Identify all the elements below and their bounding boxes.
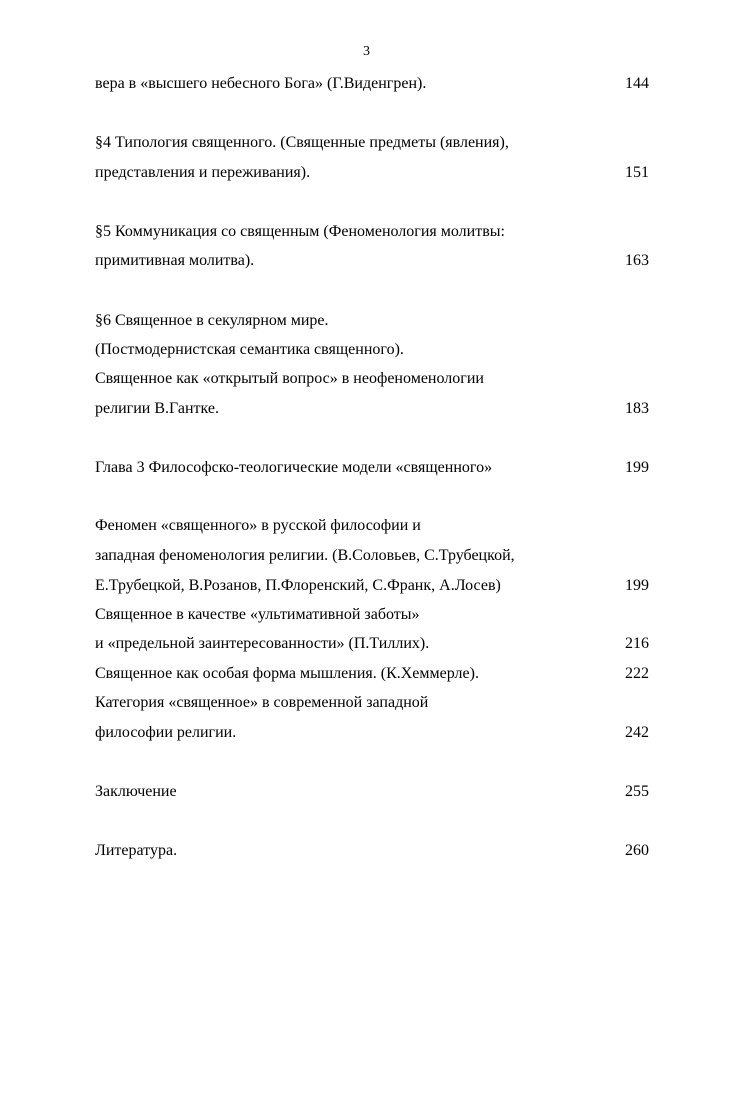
toc-entry-line: вера в «высшего небесного Бога» (Г.Виденгрен). xyxy=(95,75,427,92)
toc-entry-line: Категория «священное» в современной западной xyxy=(95,694,429,711)
toc-entry-line: западная феноменология религии. (В.Соловьев, С.Трубецкой, xyxy=(95,547,515,564)
toc-entry-line: §6 Священное в секулярном мире. xyxy=(95,312,329,329)
toc-entry-line: философии религии. xyxy=(95,724,237,741)
toc-page-number: 151 xyxy=(625,164,649,181)
toc-page-number: 255 xyxy=(625,783,649,800)
toc-entry-line: Феномен «священного» в русской философии и xyxy=(95,517,421,534)
toc-entry-line: Священное в качестве «ультимативной заботы» xyxy=(95,606,420,623)
toc-entry-line: §5 Коммуникация со священным (Феноменология молитвы: xyxy=(95,223,505,240)
toc-entry-line: и «предельной заинтересованности» (П.Тиллих). xyxy=(95,635,430,652)
toc-chapter-title: Глава 3 Философско-теологические модели «священного» xyxy=(95,459,493,476)
toc-entry-line: (Постмодернистская семантика священного). xyxy=(95,341,404,358)
page-number: 3 xyxy=(363,44,370,59)
toc-page-number: 242 xyxy=(625,724,649,741)
toc-entry-line: Священное как особая форма мышления. (К.Хеммерле). xyxy=(95,665,479,682)
toc-page-number: 260 xyxy=(625,842,649,859)
toc-entry-line: Е.Трубецкой, В.Розанов, П.Флоренский, С.Франк, А.Лосев) xyxy=(95,577,501,594)
toc-page-number: 222 xyxy=(625,665,649,682)
toc-page-number: 183 xyxy=(625,400,649,417)
toc-entry-line: представления и переживания). xyxy=(95,164,311,181)
toc-entry-line: §4 Типология священного. (Священные предметы (явления), xyxy=(95,134,509,151)
toc-entry-line: примитивная молитва). xyxy=(95,252,255,269)
toc-page-number: 144 xyxy=(625,75,649,92)
toc-entry-line: Священное как «открытый вопрос» в неофеноменологии xyxy=(95,370,484,387)
toc-page-number: 216 xyxy=(625,635,649,652)
toc-entry-line: религии В.Гантке. xyxy=(95,400,219,417)
toc-page-number: 199 xyxy=(625,459,649,476)
toc-page-number: 199 xyxy=(625,577,649,594)
toc-entry-line: Литература. xyxy=(95,842,178,859)
toc-entry-line: Заключение xyxy=(95,783,177,800)
toc-page-number: 163 xyxy=(625,252,649,269)
